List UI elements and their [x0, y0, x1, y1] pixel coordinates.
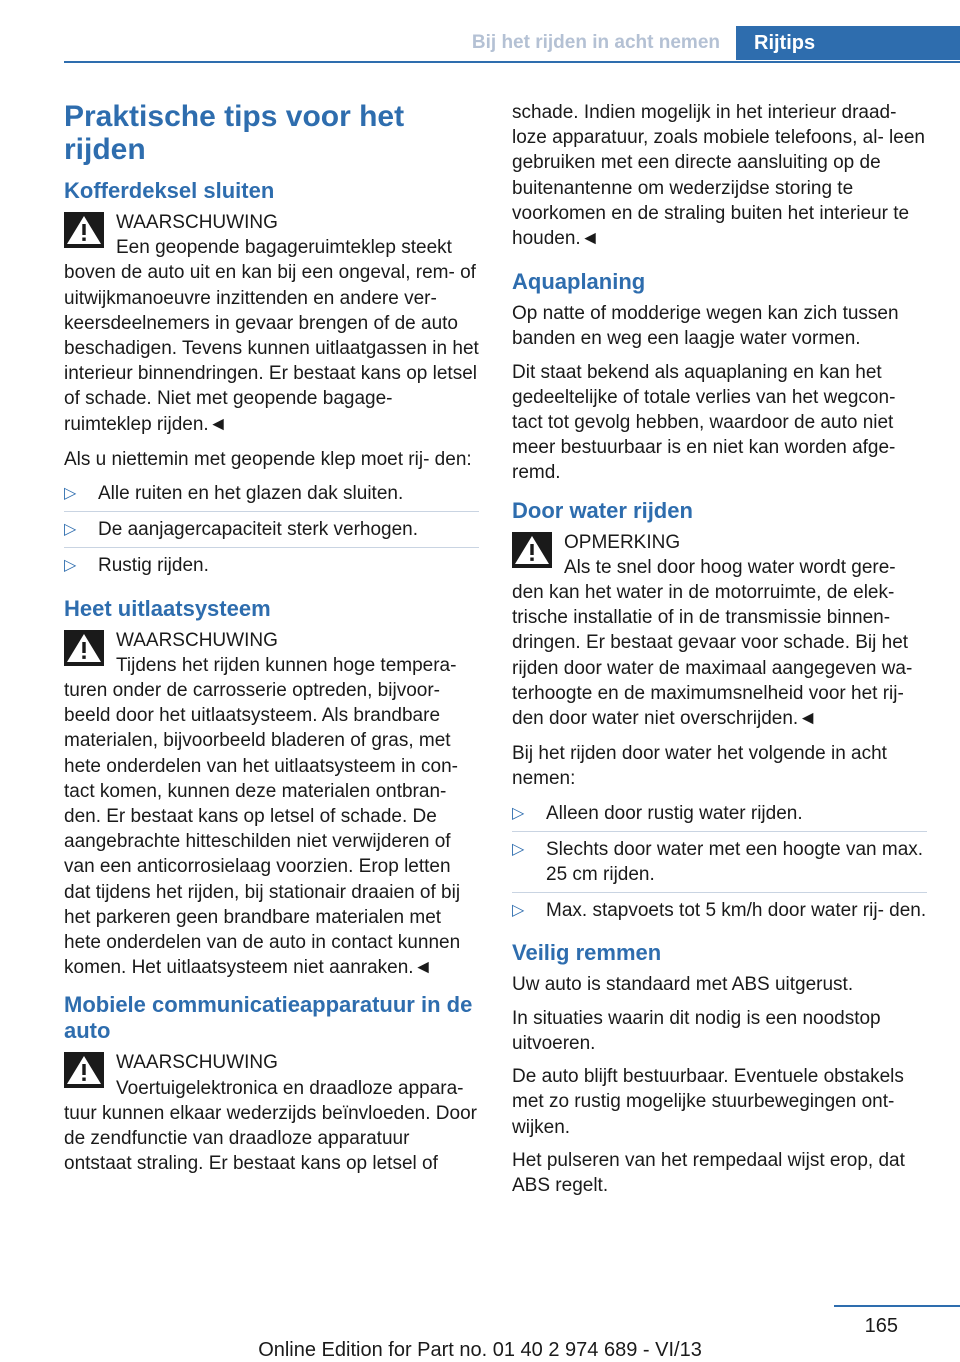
triangle-right-bullet-icon: ▷: [64, 521, 77, 539]
list-item: ▷ Rustig rijden.: [64, 552, 479, 583]
triangle-right-bullet-icon: ▷: [64, 557, 77, 575]
paragraph-remmen-3: De auto blijft bestuurbaar. Eventuele obstakels met zo rustig mogelijke stuurbewegingen ont- wijken.: [512, 1066, 904, 1138]
note-text: Als te snel door hoog water wordt gere- den kan het water in de motorruimte, de elek- trische installatie of in de transmissie binnen- dringen. Er bestaat gevaar voor schade. Bij het rijden door water de maximaal aangegeven wa- terhoogte en de maximumsnelheid voor het rij- den door water niet overschrijden.◄: [512, 556, 913, 730]
warning-triangle-icon: [512, 532, 552, 568]
left-column: [64, 100, 479, 1187]
note-block-door-water: [512, 530, 927, 732]
list-item: ▷ De aanjagercapaciteit sterk verhogen.: [64, 516, 479, 548]
edition-footer: Online Edition for Part no. 01 40 2 974 689 - VI/13: [258, 1339, 702, 1361]
running-header-chapter: Rijtips: [736, 26, 960, 60]
list-item: ▷ Max. stapvoets tot 5 km/h door water rij- den.: [512, 897, 927, 928]
warning-title: WAARSCHUWING: [116, 1052, 278, 1074]
heading-mobiele-communicatie: Mobiele communicatieapparatuur in de auto: [64, 992, 473, 1044]
paragraph-remmen-4: Het pulseren van het rempedaal wijst erop, dat ABS regelt.: [512, 1149, 905, 1196]
warning-block-mobiele-communicatie: [64, 1050, 479, 1176]
list-item: ▷ Slechts door water met een hoogte van max. 25 cm rijden.: [512, 836, 927, 893]
warning-triangle-icon: [64, 1052, 104, 1088]
list-item: ▷ Alleen door rustig water rijden.: [512, 800, 927, 832]
heading-door-water-rijden: Door water rijden: [512, 497, 693, 523]
warning-title: WAARSCHUWING: [116, 212, 278, 233]
warning-title: WAARSCHUWING: [116, 629, 278, 651]
warning-block-uitlaatsysteem: [64, 628, 479, 981]
list-item: ▷ Alle ruiten en het glazen dak sluiten.: [64, 480, 479, 512]
triangle-right-bullet-icon: ▷: [512, 804, 525, 822]
triangle-right-bullet-icon: ▷: [64, 485, 77, 503]
footer-divider: [834, 1305, 960, 1307]
paragraph-aquaplaning-2: Dit staat bekend als aquaplaning en kan het gedeeltelijke of totale verlies van het wegcon- tact tot gevolg hebben, waardoor de auto niet meer bestuurbaar is en niet kan worden afge- remd.: [512, 361, 896, 484]
warning-text: Tijdens het rijden kunnen hoge tempera- turen onder de carrosserie optreden, bijvoor- beeld door het uitlaatsysteem. Als brandbare materialen, bijvoorbeeld bladeren of gras, met hete onderdelen van het uitlaatsysteem in con- tact komen, kunnen deze materialen ontbran- den. Er bestaat kans op letsel of schade. De aangebrachte hitteschilden niet verwijderen of van een anticorrosielaag voorzien. Erop letten dat tijdens het rijden, bij stationair draaien of bij het parkeren geen brandbare materialen met hete onderdelen van de auto in contact kunnen komen. Het uitlaatsysteem niet aanraken.◄: [64, 654, 461, 979]
warning-block-kofferdeksel: [64, 210, 479, 437]
paragraph-door-water: Bij het rijden door water het volgende in acht nemen:: [512, 743, 887, 790]
heading-veilig-remmen: Veilig remmen: [512, 940, 662, 966]
triangle-right-bullet-icon: ▷: [512, 902, 525, 920]
warning-triangle-icon: [64, 212, 104, 248]
page-number: 165: [864, 1315, 898, 1337]
note-title: OPMERKING: [564, 531, 681, 553]
page-title: Praktische tips voor het rijden: [64, 100, 405, 166]
paragraph-remmen-2: In situaties waarin dit nodig is een noodstop uitvoeren.: [512, 1007, 881, 1054]
warning-text: Voertuigelektronica en draadloze appara- tuur kunnen elkaar wederzijds beïnvloeden. Door de zendfunctie van draadloze apparatuur ontstaat straling. Er bestaat kans op letsel of: [64, 1077, 477, 1175]
header-divider: [64, 61, 960, 63]
triangle-right-bullet-icon: ▷: [512, 840, 525, 858]
heading-aquaplaning: Aquaplaning: [512, 269, 646, 295]
warning-text: Een geopende bagageruimteklep steekt boven de auto uit en kan bij een ongeval, rem- of uitwijkmanoeuvre inzittenden en andere ver- keersdeelnemers in gevaar brengen of de auto beschadigen. Tevens kunnen uitlaatgassen in het interieur binnendringen. Er bestaat kans op letsel of schade. Niet met geopende bagage- ruimteklep rijden.◄: [64, 237, 479, 435]
running-header-section: Bij het rijden in acht nemen: [471, 32, 720, 53]
continued-warning-text: schade. Indien mogelijk in het interieur draad- loze apparatuur, zoals mobiele telefoons, al- leen gebruiken met een directe aansluiting op de buitenantenne om wederzijdse storing te voorkomen en de straling buiten het interieur te houden.◄: [512, 102, 925, 250]
paragraph-remmen-1: Uw auto is standaard met ABS uitgerust.: [512, 974, 854, 996]
paragraph-klep: Als u niettemin met geopende klep moet rij- den:: [64, 448, 472, 470]
heading-uitlaatsysteem: Heet uitlaatsysteem: [64, 595, 271, 621]
heading-kofferdeksel: Kofferdeksel sluiten: [64, 178, 275, 203]
right-column: [512, 100, 927, 1206]
list-door-water: [512, 800, 927, 929]
warning-triangle-icon: [64, 630, 104, 666]
paragraph-aquaplaning-1: Op natte of modderige wegen kan zich tussen banden en weg een laagje water vormen.: [512, 303, 899, 350]
list-kofferdeksel: [64, 480, 479, 584]
